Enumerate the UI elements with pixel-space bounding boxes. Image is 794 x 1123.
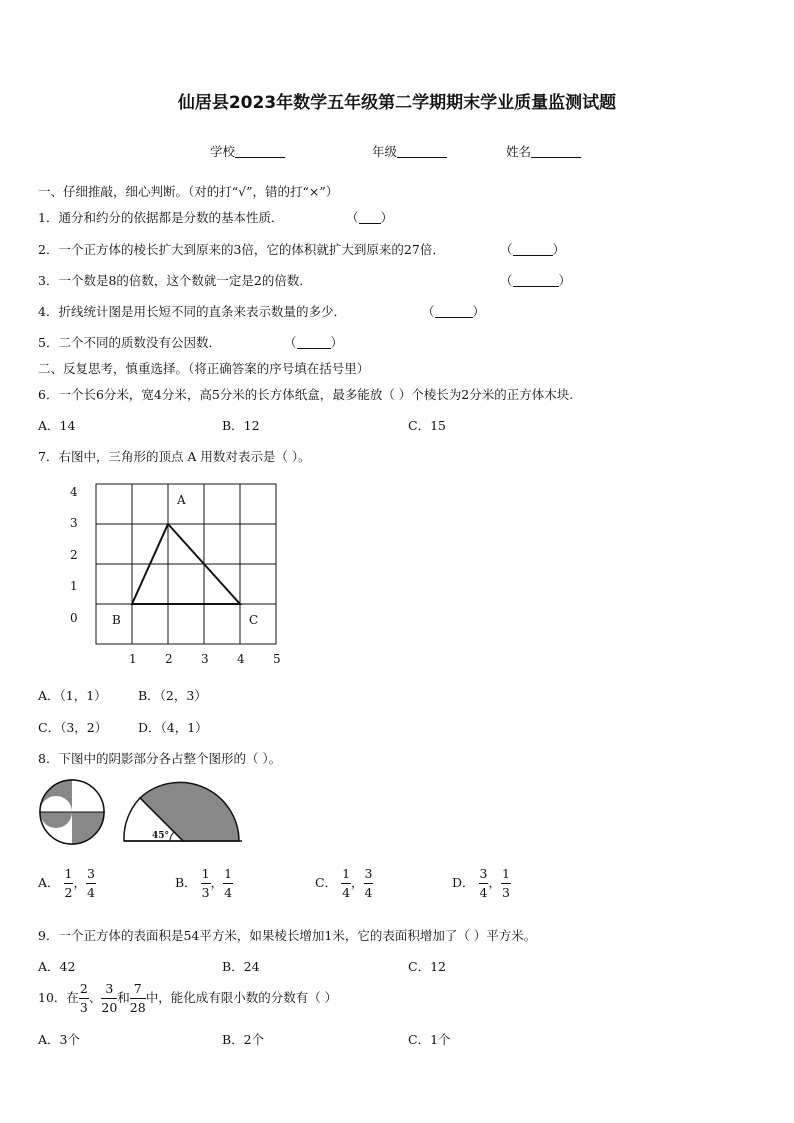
q6-option-b[interactable]: B．12: [222, 418, 260, 433]
judge-q2: [38, 240, 445, 258]
vertex-label-c: C: [249, 613, 259, 627]
section2-heading: 二、反复思考，慎重选择。（将正确答案的序号填在括号里）: [38, 361, 370, 376]
question-text: 1．通分和约分的依据都是分数的基本性质．: [38, 210, 284, 225]
grade-blank[interactable]: [397, 144, 447, 158]
denominator: 4: [224, 884, 233, 900]
answer-paren-q2[interactable]: [500, 240, 565, 258]
numerator: 3: [479, 868, 489, 884]
fraction: [201, 868, 211, 899]
fraction: [223, 868, 233, 899]
paren-open: （: [422, 304, 435, 319]
q9-option-b[interactable]: B．24: [222, 959, 260, 974]
paren-open: （: [346, 210, 359, 225]
y-tick-label: 3: [70, 516, 78, 530]
fraction: [501, 868, 511, 899]
school-label: 学校: [210, 144, 236, 159]
numerator: 1: [64, 868, 74, 884]
denominator: 3: [201, 884, 210, 900]
fraction: [341, 868, 351, 899]
option-label: B．: [175, 875, 197, 890]
paren-close: ）: [552, 242, 566, 257]
numerator: 1: [223, 868, 233, 884]
separator: ，: [488, 875, 501, 890]
fraction: [86, 868, 96, 899]
q7-option-d[interactable]: D．（4，1）: [138, 720, 208, 735]
q6-option-a[interactable]: A．14: [38, 418, 76, 433]
vertex-label-b: B: [112, 613, 121, 627]
option-label: A．: [38, 875, 60, 890]
choice-q10: [38, 983, 337, 1014]
option-label: C．: [315, 875, 338, 890]
denominator: 3: [501, 884, 510, 900]
question-text: 2．一个正方体的棱长扩大到原来的3倍，它的体积就扩大到原来的27倍．: [38, 242, 445, 257]
fraction: [64, 868, 74, 899]
grade-label: 年级: [372, 144, 398, 159]
denominator: 3: [79, 999, 88, 1015]
x-tick-label: 3: [201, 652, 209, 666]
separator: 和: [117, 990, 130, 1005]
q10-option-c[interactable]: C．1个: [408, 1032, 451, 1047]
choice-q6: 6．一个长6分米，宽4分米，高5分米的长方体纸盒，最多能放（ ）个棱长为2分米的正方体木块.: [38, 387, 574, 402]
fraction: [479, 868, 489, 899]
q9-option-c[interactable]: C．12: [408, 959, 446, 974]
coordinate-grid-figure: [60, 476, 300, 672]
answer-paren-q1[interactable]: [346, 208, 393, 226]
school-blank[interactable]: [235, 144, 285, 158]
q7-option-a[interactable]: A．（1，1）: [38, 688, 107, 703]
numerator: 3: [101, 983, 117, 999]
name-blank[interactable]: [531, 144, 581, 158]
numerator: 7: [130, 983, 146, 999]
separator: 、: [88, 990, 102, 1005]
name-label: 姓名: [506, 144, 532, 159]
paren-open: （: [500, 273, 513, 288]
denominator: 4: [479, 884, 488, 900]
q8-option-b[interactable]: [175, 868, 233, 899]
q10-option-a[interactable]: A．3个: [38, 1032, 80, 1047]
angle-label: 45°: [152, 831, 170, 841]
y-tick-label: 2: [70, 548, 78, 562]
page-title: 仙居县2023年数学五年级第二学期期末学业质量监测试题: [177, 93, 617, 113]
denominator: 4: [86, 884, 95, 900]
q7-option-b[interactable]: B．（2，3）: [138, 688, 207, 703]
shaded-circle-figure: [40, 780, 104, 844]
judge-q4: [38, 302, 346, 320]
paren-close: ）: [558, 273, 572, 288]
x-tick-label: 5: [273, 652, 281, 666]
q10-option-b[interactable]: B．2个: [222, 1032, 265, 1047]
denominator: 4: [364, 884, 373, 900]
separator: ，: [210, 875, 224, 890]
paren-open: （: [500, 242, 513, 257]
q8-figures: [38, 778, 248, 848]
paren-open: （: [284, 335, 297, 350]
answer-paren-q4[interactable]: [422, 302, 485, 320]
answer-blank[interactable]: [513, 242, 553, 256]
separator: ，: [351, 875, 364, 890]
y-tick-label: 0: [70, 611, 78, 625]
q7-option-c[interactable]: C．（3，2）: [38, 720, 108, 735]
numerator: 3: [364, 868, 374, 884]
denominator: 4: [342, 884, 351, 900]
q8-option-d[interactable]: [452, 868, 511, 899]
answer-blank[interactable]: [513, 273, 559, 287]
answer-paren-q5[interactable]: [284, 333, 343, 351]
answer-blank[interactable]: [435, 304, 473, 318]
fraction: [101, 983, 117, 1014]
x-tick-label: 1: [129, 652, 137, 666]
school-field: [210, 142, 285, 160]
separator: ，: [73, 875, 86, 890]
y-tick-label: 4: [70, 485, 78, 499]
denominator: 28: [129, 999, 146, 1015]
judge-q3: [38, 271, 312, 289]
q10-prefix: 10．在: [38, 990, 79, 1005]
judge-q5: [38, 333, 221, 351]
q8-option-a[interactable]: [38, 868, 96, 899]
answer-blank[interactable]: [359, 210, 381, 224]
numerator: 1: [201, 868, 211, 884]
question-text: 4．折线统计图是用长短不同的直条来表示数量的多少．: [38, 304, 346, 319]
name-field: [506, 142, 581, 160]
q9-option-a[interactable]: A．42: [38, 959, 76, 974]
section1-heading: 一、仔细推敲，细心判断。（对的打“√”，错的打“×”）: [38, 184, 339, 199]
choice-q8: 8．下图中的阴影部分各占整个图形的（ ）。: [38, 751, 282, 766]
fraction: [79, 983, 89, 1014]
shaded-semicircle-figure: [124, 782, 242, 841]
q6-option-c[interactable]: C．15: [408, 418, 446, 433]
numerator: 3: [86, 868, 96, 884]
paren-close: ）: [472, 304, 486, 319]
denominator: 2: [64, 884, 73, 900]
numerator: 1: [501, 868, 511, 884]
option-label: D．: [452, 875, 475, 890]
question-text: 3．一个数是8的倍数，这个数就一定是2的倍数．: [38, 273, 312, 288]
fraction: [364, 868, 374, 899]
vertex-label-a: A: [177, 493, 186, 507]
denominator: 20: [101, 999, 118, 1015]
numerator: 2: [79, 983, 89, 999]
paren-close: ）: [330, 335, 344, 350]
question-text: 5．二个不同的质数没有公因数．: [38, 335, 221, 350]
y-tick-label: 1: [70, 579, 78, 593]
x-tick-label: 4: [237, 652, 245, 666]
answer-paren-q3[interactable]: [500, 271, 571, 289]
grade-field: [372, 142, 447, 160]
judge-q1: [38, 208, 283, 226]
numerator: 1: [341, 868, 351, 884]
q8-option-c[interactable]: [315, 868, 373, 899]
x-tick-label: 2: [165, 652, 173, 666]
choice-q7: 7．右图中，三角形的顶点 A 用数对表示是（ ）。: [38, 449, 311, 464]
choice-q9: 9．一个正方体的表面积是54平方米，如果棱长增加1米，它的表面积增加了（ ）平方米。: [38, 928, 537, 943]
q10-suffix: 中，能化成有限小数的分数有（ ）: [145, 990, 338, 1005]
paren-close: ）: [380, 210, 394, 225]
answer-blank[interactable]: [297, 335, 331, 349]
fraction: [130, 983, 146, 1014]
